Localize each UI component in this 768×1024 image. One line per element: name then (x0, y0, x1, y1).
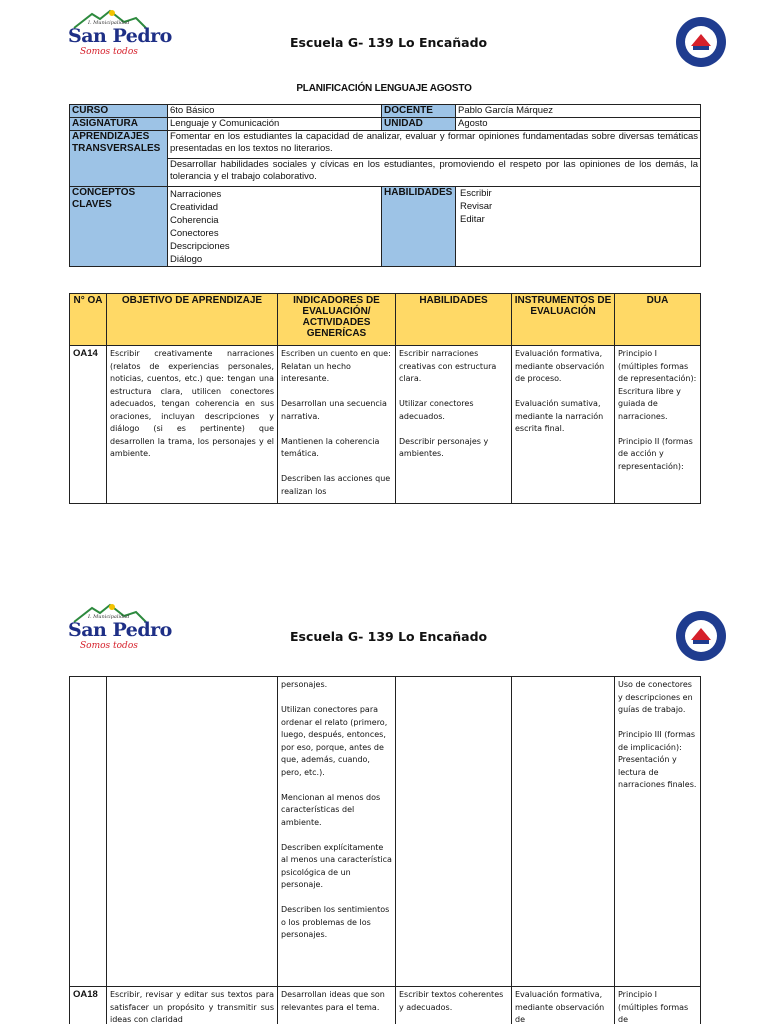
docente-label: DOCENTE (382, 105, 456, 118)
document-title: PLANIFICACIÓN LENGUAJE AGOSTO (296, 83, 472, 94)
indicador-item: Describen los sentimientos o los problemas de los personajes. (281, 905, 390, 939)
indicador-item: Mantienen la coherencia temática. (281, 436, 380, 458)
unidad-label: UNIDAD (382, 118, 456, 131)
indicador-item: personajes. (281, 680, 328, 689)
instrumento-text: Evaluación formativa, mediante observación de proceso. (515, 349, 605, 383)
school-title: Escuela G- 139 Lo Encañado (290, 35, 488, 50)
concepto-item: Narraciones (170, 189, 222, 200)
habilidad-text: Escribir narraciones creativas con estructura clara. (399, 349, 497, 383)
course-info-table (69, 104, 701, 267)
dua-text: Principio I (múltiples formas de (615, 987, 701, 1024)
indicador-item: Desarrollan ideas que son relevantes para el tema. (278, 987, 396, 1024)
school-title: Escuela G- 139 Lo Encañado (290, 629, 488, 644)
dua-text: Principio II (formas de acción y representación): (618, 436, 693, 471)
concepto-item: Diálogo (170, 254, 203, 265)
habilidad-text: Utilizar conectores adecuados. (399, 399, 474, 421)
indicador-item: Describen las acciones que realizan los (281, 474, 391, 496)
indicador-item: Utilizan conectores para ordenar el relato (primero, luego, después, entonces, por eso, porque, antes de que, además, cuando, pero, etc.). (281, 705, 388, 777)
municipality-logo (66, 602, 172, 658)
concepto-item: Descripciones (170, 241, 230, 252)
curso-label: CURSO (70, 105, 168, 118)
indicadores-cell (278, 346, 396, 504)
instrumentos-cell (512, 677, 615, 987)
habilidad-item: Revisar (460, 201, 493, 212)
aprendizajes-label: APRENDIZAJES TRANSVERSALES (70, 131, 168, 187)
oa-number: OA14 (70, 346, 107, 504)
indicador-item: Mencionan al menos dos características del ambiente. (281, 792, 381, 827)
habilidad-text: Escribir textos coherentes y adecuados. (396, 987, 512, 1024)
oa-number (70, 677, 107, 987)
school-seal-icon (675, 16, 727, 68)
concepto-item: Creatividad (170, 202, 219, 213)
concepto-item: Conectores (170, 228, 219, 239)
logo-slogan: Somos todos (80, 47, 138, 57)
habilidad-item: Editar (460, 214, 485, 225)
habilidades-cell (396, 346, 512, 504)
plan-table-page-2 (69, 676, 701, 1024)
indicadores-cell (278, 677, 396, 987)
habilidades-label: HABILIDADES (382, 187, 456, 267)
header-instrumentos: INSTRUMENTOS DE EVALUACIÓN (512, 294, 615, 346)
header-indicadores: INDICADORES DE EVALUACIÓN/ ACTIVIDADES GENERÍCAS (278, 294, 396, 346)
instrumentos-cell (512, 346, 615, 504)
asignatura-label: ASIGNATURA (70, 118, 168, 131)
aprendizaje-transversal-2: Desarrollar habilidades sociales y cívicas en los estudiantes, promoviendo el respeto por las opiniones de los demás, la tolerancia y el trabajo colaborativo. (168, 159, 701, 187)
oa-number: OA18 (70, 987, 107, 1024)
aprendizaje-transversal-1: Fomentar en los estudiantes la capacidad de analizar, evaluar y formar opiniones fundamentadas sobre diversas temáticas presentadas en los textos no literarios. (168, 131, 701, 159)
plan-table-page-1 (69, 293, 701, 504)
logo-name: San Pedro (68, 25, 172, 47)
dua-text: Principio I (múltiples formas de representación): Escritura libre y guiada de narraciones. (618, 349, 697, 421)
dua-cell (615, 346, 701, 504)
habilidad-item: Escribir (460, 188, 492, 199)
concepto-item: Coherencia (170, 215, 219, 226)
instrumento-text: Evaluación formativa, mediante observación de (512, 987, 615, 1024)
indicador-item: Desarrollan una secuencia narrativa. (281, 399, 387, 421)
objetivo-text: Escribir, revisar y editar sus textos para satisfacer un propósito y transmitir sus ideas con claridad (107, 987, 278, 1024)
objetivo-text: Escribir creativamente narraciones (relatos de experiencias personales, noticias, cuentos, etc.) que: tengan una estructura clara, utilicen conectores adecuados, tengan coherencia en sus oraciones, incluyan descripciones y diálogo (si es pertinente) que desarrollen la trama, los personajes y el ambiente. (107, 346, 278, 504)
header-objetivo: OBJETIVO DE APRENDIZAJE (107, 294, 278, 346)
curso-value: 6to Básico (168, 105, 382, 118)
conceptos-list (168, 187, 382, 267)
indicador-item: Escriben un cuento en que: Relatan un hecho interesante. (281, 349, 391, 383)
header-dua: DUA (615, 294, 701, 346)
page-header-2 (0, 594, 768, 664)
docente-value: Pablo García Márquez (456, 105, 701, 118)
dua-text: Principio III (formas de implicación): Presentación y lectura de narraciones finales. (618, 730, 697, 789)
habilidades-list (456, 187, 701, 267)
objetivo-text (107, 677, 278, 987)
municipality-logo (66, 8, 172, 64)
habilidades-cell (396, 677, 512, 987)
logo-slogan: Somos todos (80, 641, 138, 651)
unidad-value: Agosto (456, 118, 701, 131)
indicador-item: Describen explícitamente al menos una característica psicológica de un personaje. (281, 842, 392, 889)
page-header-1 (0, 0, 768, 70)
conceptos-label: CONCEPTOS CLAVES (70, 187, 168, 267)
habilidad-text: Describir personajes y ambientes. (399, 436, 489, 458)
header-habilidades: HABILIDADES (396, 294, 512, 346)
logo-name: San Pedro (68, 619, 172, 641)
logo-municipality-text: I. Municipalidad (88, 20, 130, 26)
asignatura-value: Lenguaje y Comunicación (168, 118, 382, 131)
instrumento-text: Evaluación sumativa, mediante la narración escrita final. (515, 399, 604, 433)
logo-municipality-text: I. Municipalidad (88, 614, 130, 620)
dua-cell (615, 677, 701, 987)
school-seal-icon (675, 610, 727, 662)
header-oa: N° OA (70, 294, 107, 346)
dua-text: Uso de conectores y descripciones en guías de trabajo. (618, 680, 693, 714)
